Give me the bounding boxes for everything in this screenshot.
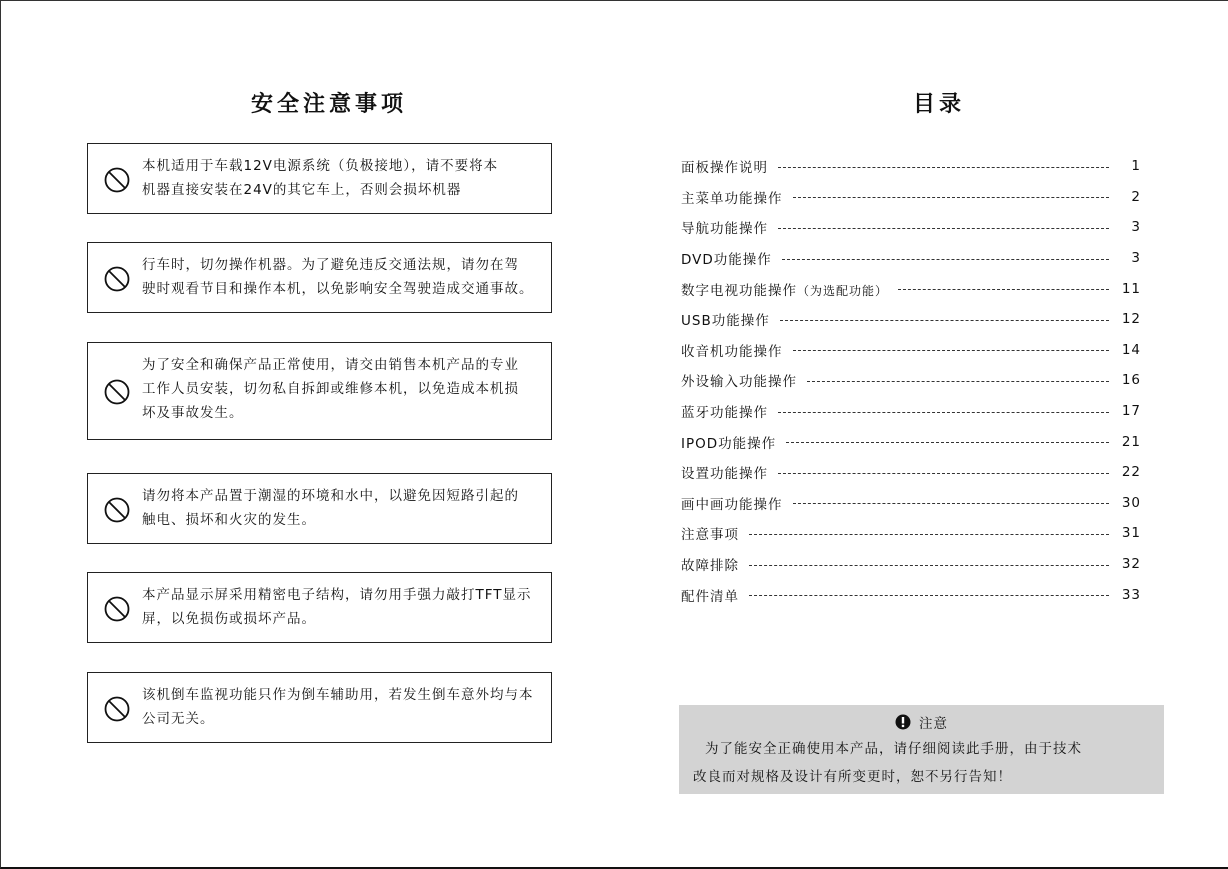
warning-box (87, 473, 552, 544)
toc-page-number: 17 (1121, 403, 1141, 420)
toc-row (681, 488, 1141, 519)
toc-row (681, 304, 1141, 335)
toc-entry-label: 设置功能操作 (681, 466, 768, 483)
safety-title: 安全注意事项 (251, 92, 408, 117)
toc-row (681, 151, 1141, 182)
warning-box (87, 672, 552, 743)
notice-line-1: 为了能安全正确使用本产品，请仔细阅读此手册，由于技术 (705, 741, 1082, 757)
warning-box (87, 143, 552, 214)
toc-leader (793, 197, 1110, 198)
toc-entry-title (681, 432, 776, 452)
prohibition-icon (104, 167, 130, 193)
toc-row (681, 579, 1141, 610)
prohibition-icon (104, 379, 130, 405)
toc-page-number: 32 (1121, 556, 1141, 573)
toc-row (681, 396, 1141, 427)
warning-box (87, 572, 552, 643)
toc-row (681, 243, 1141, 274)
warning-box (87, 242, 552, 313)
warning-text-line: 请勿将本产品置于潮湿的环境和水中，以避免因短路引起的 (142, 488, 519, 504)
toc-entry-title (681, 156, 768, 176)
toc-leader (782, 259, 1109, 260)
toc-leader (793, 350, 1110, 351)
toc-page-number: 2 (1131, 188, 1141, 205)
toc-leader (749, 565, 1109, 566)
toc-page-number: 30 (1121, 494, 1141, 511)
toc-entry-title (681, 554, 739, 574)
toc-leader (749, 595, 1109, 596)
toc-entry-title (681, 217, 768, 237)
warning-text-line: 该机倒车监视功能只作为倒车辅助用，若发生倒车意外均与本 (142, 687, 534, 703)
toc-leader (807, 381, 1109, 382)
toc-entry-title (681, 370, 797, 390)
toc-entry-note: （为选配功能） (797, 283, 889, 298)
toc-page-number: 33 (1121, 586, 1141, 603)
toc-page-number: 31 (1121, 525, 1141, 542)
warning-text-line: 公司无关。 (142, 711, 215, 727)
toc-page-number: 3 (1131, 250, 1141, 267)
toc-entry-label: 蓝牙功能操作 (681, 405, 768, 422)
warning-text-line: 为了安全和确保产品正常使用，请交由销售本机产品的专业 (142, 357, 519, 373)
warning-text-line: 本产品显示屏采用精密电子结构，请勿用手强力敲打TFT显示 (142, 587, 532, 603)
toc-leader (898, 289, 1109, 290)
warning-text-line: 驶时观看节目和操作本机，以免影响安全驾驶造成交通事故。 (142, 281, 534, 297)
toc-leader (778, 228, 1109, 229)
toc-entry-label: 外设输入功能操作 (681, 374, 797, 391)
toc-row (681, 365, 1141, 396)
toc-row (681, 212, 1141, 243)
toc-leader (778, 412, 1109, 413)
toc-page-number: 12 (1121, 311, 1141, 328)
toc-entry-title (681, 493, 783, 513)
warning-text-line: 行车时，切勿操作机器。为了避免违反交通法规，请勿在驾 (142, 257, 519, 273)
warning-text-line: 坏及事故发生。 (142, 405, 244, 421)
toc-entry-title (681, 523, 739, 543)
toc-entry-title (681, 401, 768, 421)
prohibition-icon (104, 497, 130, 523)
toc-page-number: 14 (1121, 341, 1141, 358)
toc-entry-label: 主菜单功能操作 (681, 190, 783, 207)
toc-leader (778, 167, 1109, 168)
notice-box (679, 705, 1164, 794)
toc-page-number: 16 (1121, 372, 1141, 389)
toc-entry-label: USB功能操作 (681, 313, 770, 330)
toc-entry-label: DVD功能操作 (681, 252, 772, 269)
toc-row (681, 273, 1141, 304)
toc-page-number: 11 (1121, 280, 1141, 297)
notice-heading: 注意 (919, 716, 948, 732)
toc-entry-label: 面板操作说明 (681, 160, 768, 177)
toc-entry-label: 配件清单 (681, 588, 739, 605)
warning-text-line: 触电、损坏和火灾的发生。 (142, 512, 316, 528)
prohibition-icon (104, 596, 130, 622)
toc-row (681, 457, 1141, 488)
prohibition-icon (104, 696, 130, 722)
toc-page-number: 1 (1131, 158, 1141, 175)
toc-entry-title (681, 340, 783, 360)
toc-row (681, 335, 1141, 366)
toc-row (681, 549, 1141, 580)
toc-entry-label: 故障排除 (681, 558, 739, 575)
toc-entry-label: 数字电视功能操作 (681, 282, 797, 299)
toc-leader (793, 503, 1110, 504)
toc-leader (780, 320, 1109, 321)
prohibition-icon (104, 266, 130, 292)
notice-header (693, 709, 1150, 735)
table-of-contents (681, 151, 1141, 610)
toc-entry-label: 收音机功能操作 (681, 343, 783, 360)
toc-leader (778, 473, 1109, 474)
toc-entry-label: 注意事项 (681, 527, 739, 544)
toc-row (681, 182, 1141, 213)
warning-text-line: 机器直接安装在24V的其它车上，否则会损坏机器 (142, 182, 462, 198)
toc-entry-title (681, 462, 768, 482)
toc-page-number: 3 (1131, 219, 1141, 236)
toc-title: 目录 (913, 92, 966, 117)
toc-page-number: 22 (1121, 464, 1141, 481)
toc-entry-label: 导航功能操作 (681, 221, 768, 238)
warning-text-line: 屏，以免损伤或损坏产品。 (142, 611, 316, 627)
warning-text-line: 本机适用于车载12V电源系统（负极接地），请不要将本 (142, 158, 499, 174)
toc-entry-title (681, 585, 739, 605)
toc-entry-title (681, 309, 770, 329)
notice-line-2: 改良而对规格及设计有所变更时，恕不另行告知！ (693, 769, 1012, 785)
toc-entry-label: IPOD功能操作 (681, 435, 777, 452)
toc-entry-title (681, 279, 888, 299)
warning-text-line: 工作人员安装，切勿私自拆卸或维修本机，以免造成本机损 (142, 381, 519, 397)
toc-entry-title (681, 187, 783, 207)
toc-row (681, 518, 1141, 549)
toc-leader (749, 534, 1109, 535)
warning-box (87, 342, 552, 440)
toc-entry-title (681, 248, 772, 268)
toc-leader (786, 442, 1109, 443)
toc-page-number: 21 (1121, 433, 1141, 450)
exclamation-icon (895, 714, 911, 730)
toc-row (681, 426, 1141, 457)
toc-entry-label: 画中画功能操作 (681, 496, 783, 513)
